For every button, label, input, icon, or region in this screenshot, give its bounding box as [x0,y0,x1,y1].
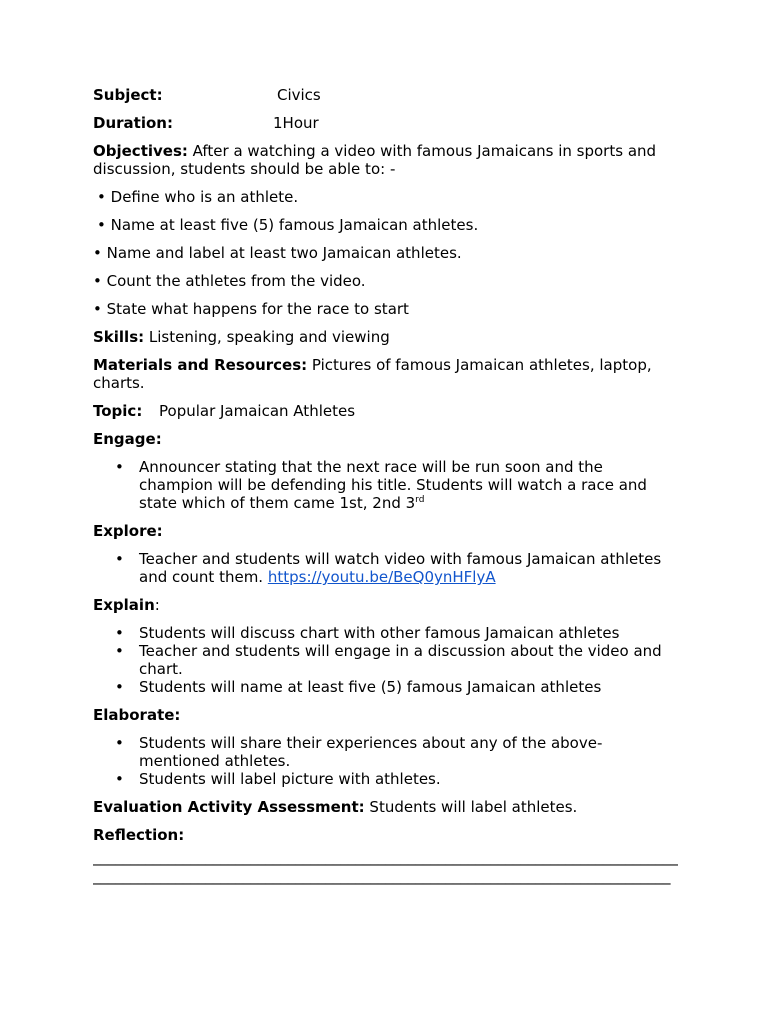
duration-row [93,114,678,132]
explain-heading: Explain: [93,596,160,614]
elaborate-heading: Elaborate: [93,706,181,724]
duration-value: 1Hour [273,114,319,132]
skills-paragraph [93,328,678,346]
list-item: • Students will label picture with athletes. [115,770,441,788]
engage-heading: Engage: [93,430,162,448]
list-item: • Teacher and students will watch video with famous Jamaican athletes and count them. https://youtu.be/BeQ0ynHFlyA [115,550,662,586]
objective-item: • State what happens for the race to start [93,300,409,318]
skills-text: Listening, speaking and viewing [144,328,390,346]
reflection-line: ______________________________________________________________________________ [93,848,678,866]
list-item: • Students will share their experiences about any of the above-mentioned athletes. [115,734,603,770]
objective-item: • Name at least five (5) famous Jamaican athletes. [97,216,479,234]
subject-value: Civics [277,86,321,104]
materials-text: Pictures of famous Jamaican athletes, laptop, charts. [93,356,652,392]
duration-label: Duration: [93,114,173,132]
list-item: • Students will name at least five (5) famous Jamaican athletes [115,678,602,696]
topic-text: Popular Jamaican Athletes [159,402,356,420]
objectives-label: Objectives: [93,142,188,160]
evaluation-paragraph [93,798,678,816]
reflection-line: _____________________________________________________________________________ [93,867,671,885]
list-item: • Announcer stating that the next race will be run soon and the champion will be defending his title. Students will watch a race and state which of them came 1st, 2nd 3rd [115,458,647,512]
objective-item: • Count the athletes from the video. [93,272,366,290]
evaluation-text: Students will label athletes. [364,798,578,816]
engage-list [93,458,678,512]
materials-paragraph [93,356,678,392]
topic-row [93,402,678,420]
subject-label: Subject: [93,86,163,104]
materials-label: Materials and Resources: [93,356,308,374]
topic-label: Topic: [93,402,143,420]
list-item: • Teacher and students will engage in a discussion about the video and chart. [115,642,662,678]
evaluation-label: Evaluation Activity Assessment: [93,798,365,816]
elaborate-list [93,734,678,788]
objective-item: • Name and label at least two Jamaican athletes. [93,244,462,262]
list-item: • Students will discuss chart with other famous Jamaican athletes [115,624,620,642]
objectives-paragraph [93,142,678,178]
objectives-text: After a watching a video with famous Jamaicans in sports and discussion, students should be able to: - [93,142,657,178]
explore-heading: Explore: [93,522,163,540]
subject-row [93,86,678,104]
explain-list [93,624,678,696]
skills-label: Skills: [93,328,145,346]
explore-list [93,550,678,586]
objective-item: • Define who is an athlete. [97,188,299,206]
reflection-heading: Reflection: [93,826,185,844]
lesson-plan [93,86,678,886]
video-link[interactable]: https://youtu.be/BeQ0ynHFlyA [267,568,496,586]
